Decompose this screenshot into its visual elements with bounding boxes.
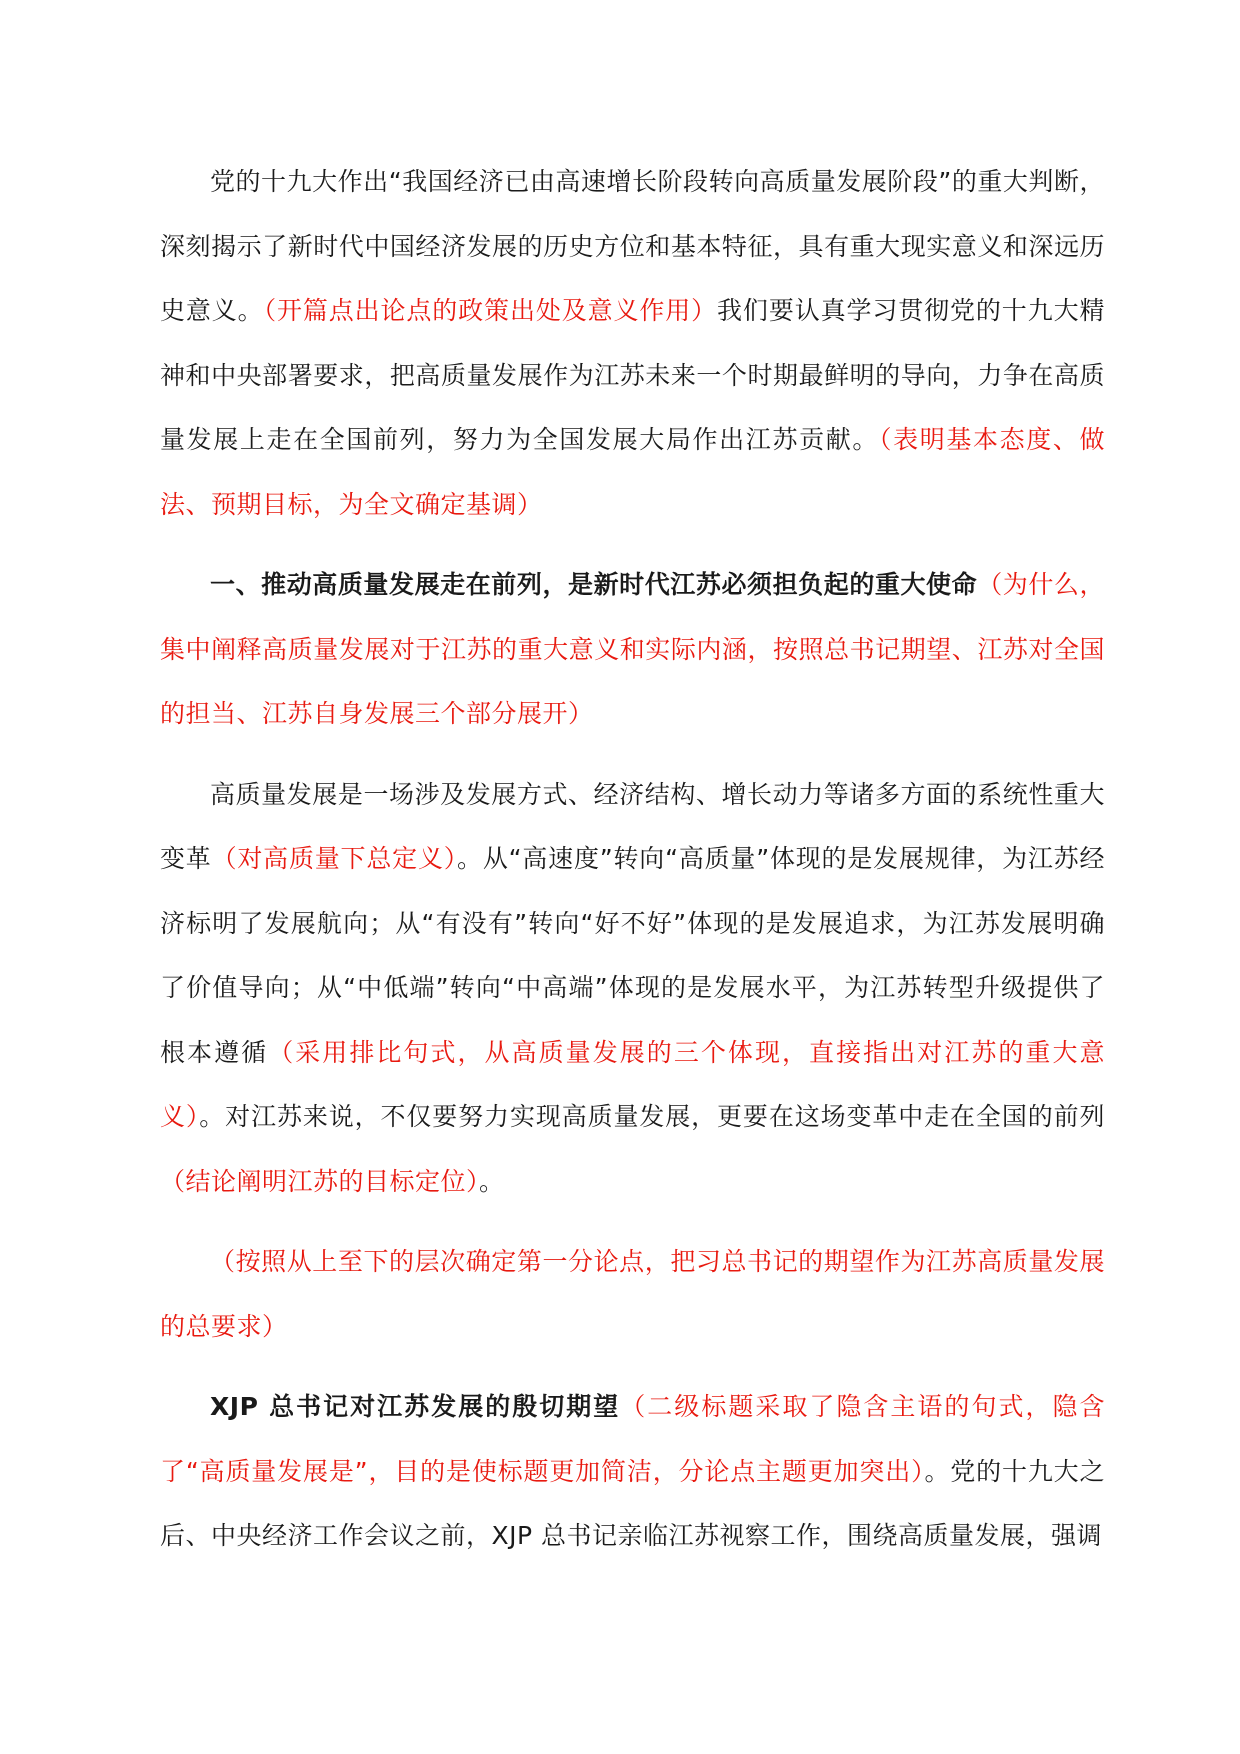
annotation-text: （对高质量下总定义）	[211, 844, 458, 873]
subheading-paragraph	[160, 1375, 1105, 1569]
definition-paragraph	[160, 763, 1105, 1215]
annotation-text: （结论阐明江苏的目标定位）	[160, 1166, 480, 1196]
annotation-paragraph	[160, 1230, 1105, 1359]
sub-heading: XJP 总书记对江苏发展的殷切期望	[210, 1392, 621, 1421]
body-text: 。从“高速度”转向“高质量”体现的是发展规律，为江苏经济标明了发展航向；从“有没有”转向“好不好”体现的是发展追求，为江苏发展明确了价值导向；从“中低端”转向“中高端”体现的是发展水平，为江苏转型升级提供了根本遵循	[160, 844, 1105, 1067]
body-text: 。党的十九大之后、中央经济工作会议之前，XJP 总书记亲临江苏视察工作，围绕高质量发展，强调	[160, 1456, 1105, 1550]
body-text: 。对江苏来说，不仅要努力实现高质量发展，更要在这场变革中走在全国的前列	[199, 1102, 1105, 1131]
annotation-text: （按照从上至下的层次确定第一分论点，把习总书记的期望作为江苏高质量发展的总要求）	[160, 1247, 1105, 1341]
annotation-text: （采用排比句式，从高质量发展的三个体现，直接指出对江苏的重大意义）	[160, 1037, 1105, 1131]
intro-paragraph	[160, 150, 1105, 537]
annotation-text: （为什么，集中阐释高质量发展对于江苏的重大意义和实际内涵，按照总书记期望、江苏对全国的担当、江苏自身发展三个部分展开）	[160, 570, 1105, 728]
body-text: 我们要认真学习贯彻党的十九大精神和中央部署要求，把高质量发展作为江苏未来一个时期最鲜明的导向，力争在高质量发展上走在全国前列，努力为全国发展大局作出江苏贡献。	[160, 296, 1105, 454]
document-page	[160, 150, 1105, 1569]
body-text: 党的十九大作出“我国经济已由高速增长阶段转向高质量发展阶段”的重大判断，深刻揭示了新时代中国经济发展的历史方位和基本特征，具有重大现实意义和深远历史意义。	[160, 167, 1105, 325]
section-heading-paragraph	[160, 553, 1105, 747]
body-text: 。	[479, 1166, 505, 1196]
annotation-text: （二级标题采取了隐含主语的句式，隐含了“高质量发展是”，目的是使标题更加简洁，分论点主题更加突出）	[160, 1392, 1105, 1486]
body-text: 高质量发展是一场涉及发展方式、经济结构、增长动力等诸多方面的系统性重大变革	[160, 779, 1105, 873]
section-heading: 一、推动高质量发展走在前列，是新时代江苏必须担负起的重大使命	[210, 570, 978, 599]
annotation-text: （开篇点出论点的政策出处及意义作用）	[263, 296, 718, 325]
annotation-text: （表明基本态度、做法、预期目标，为全文确定基调）	[160, 425, 1105, 519]
